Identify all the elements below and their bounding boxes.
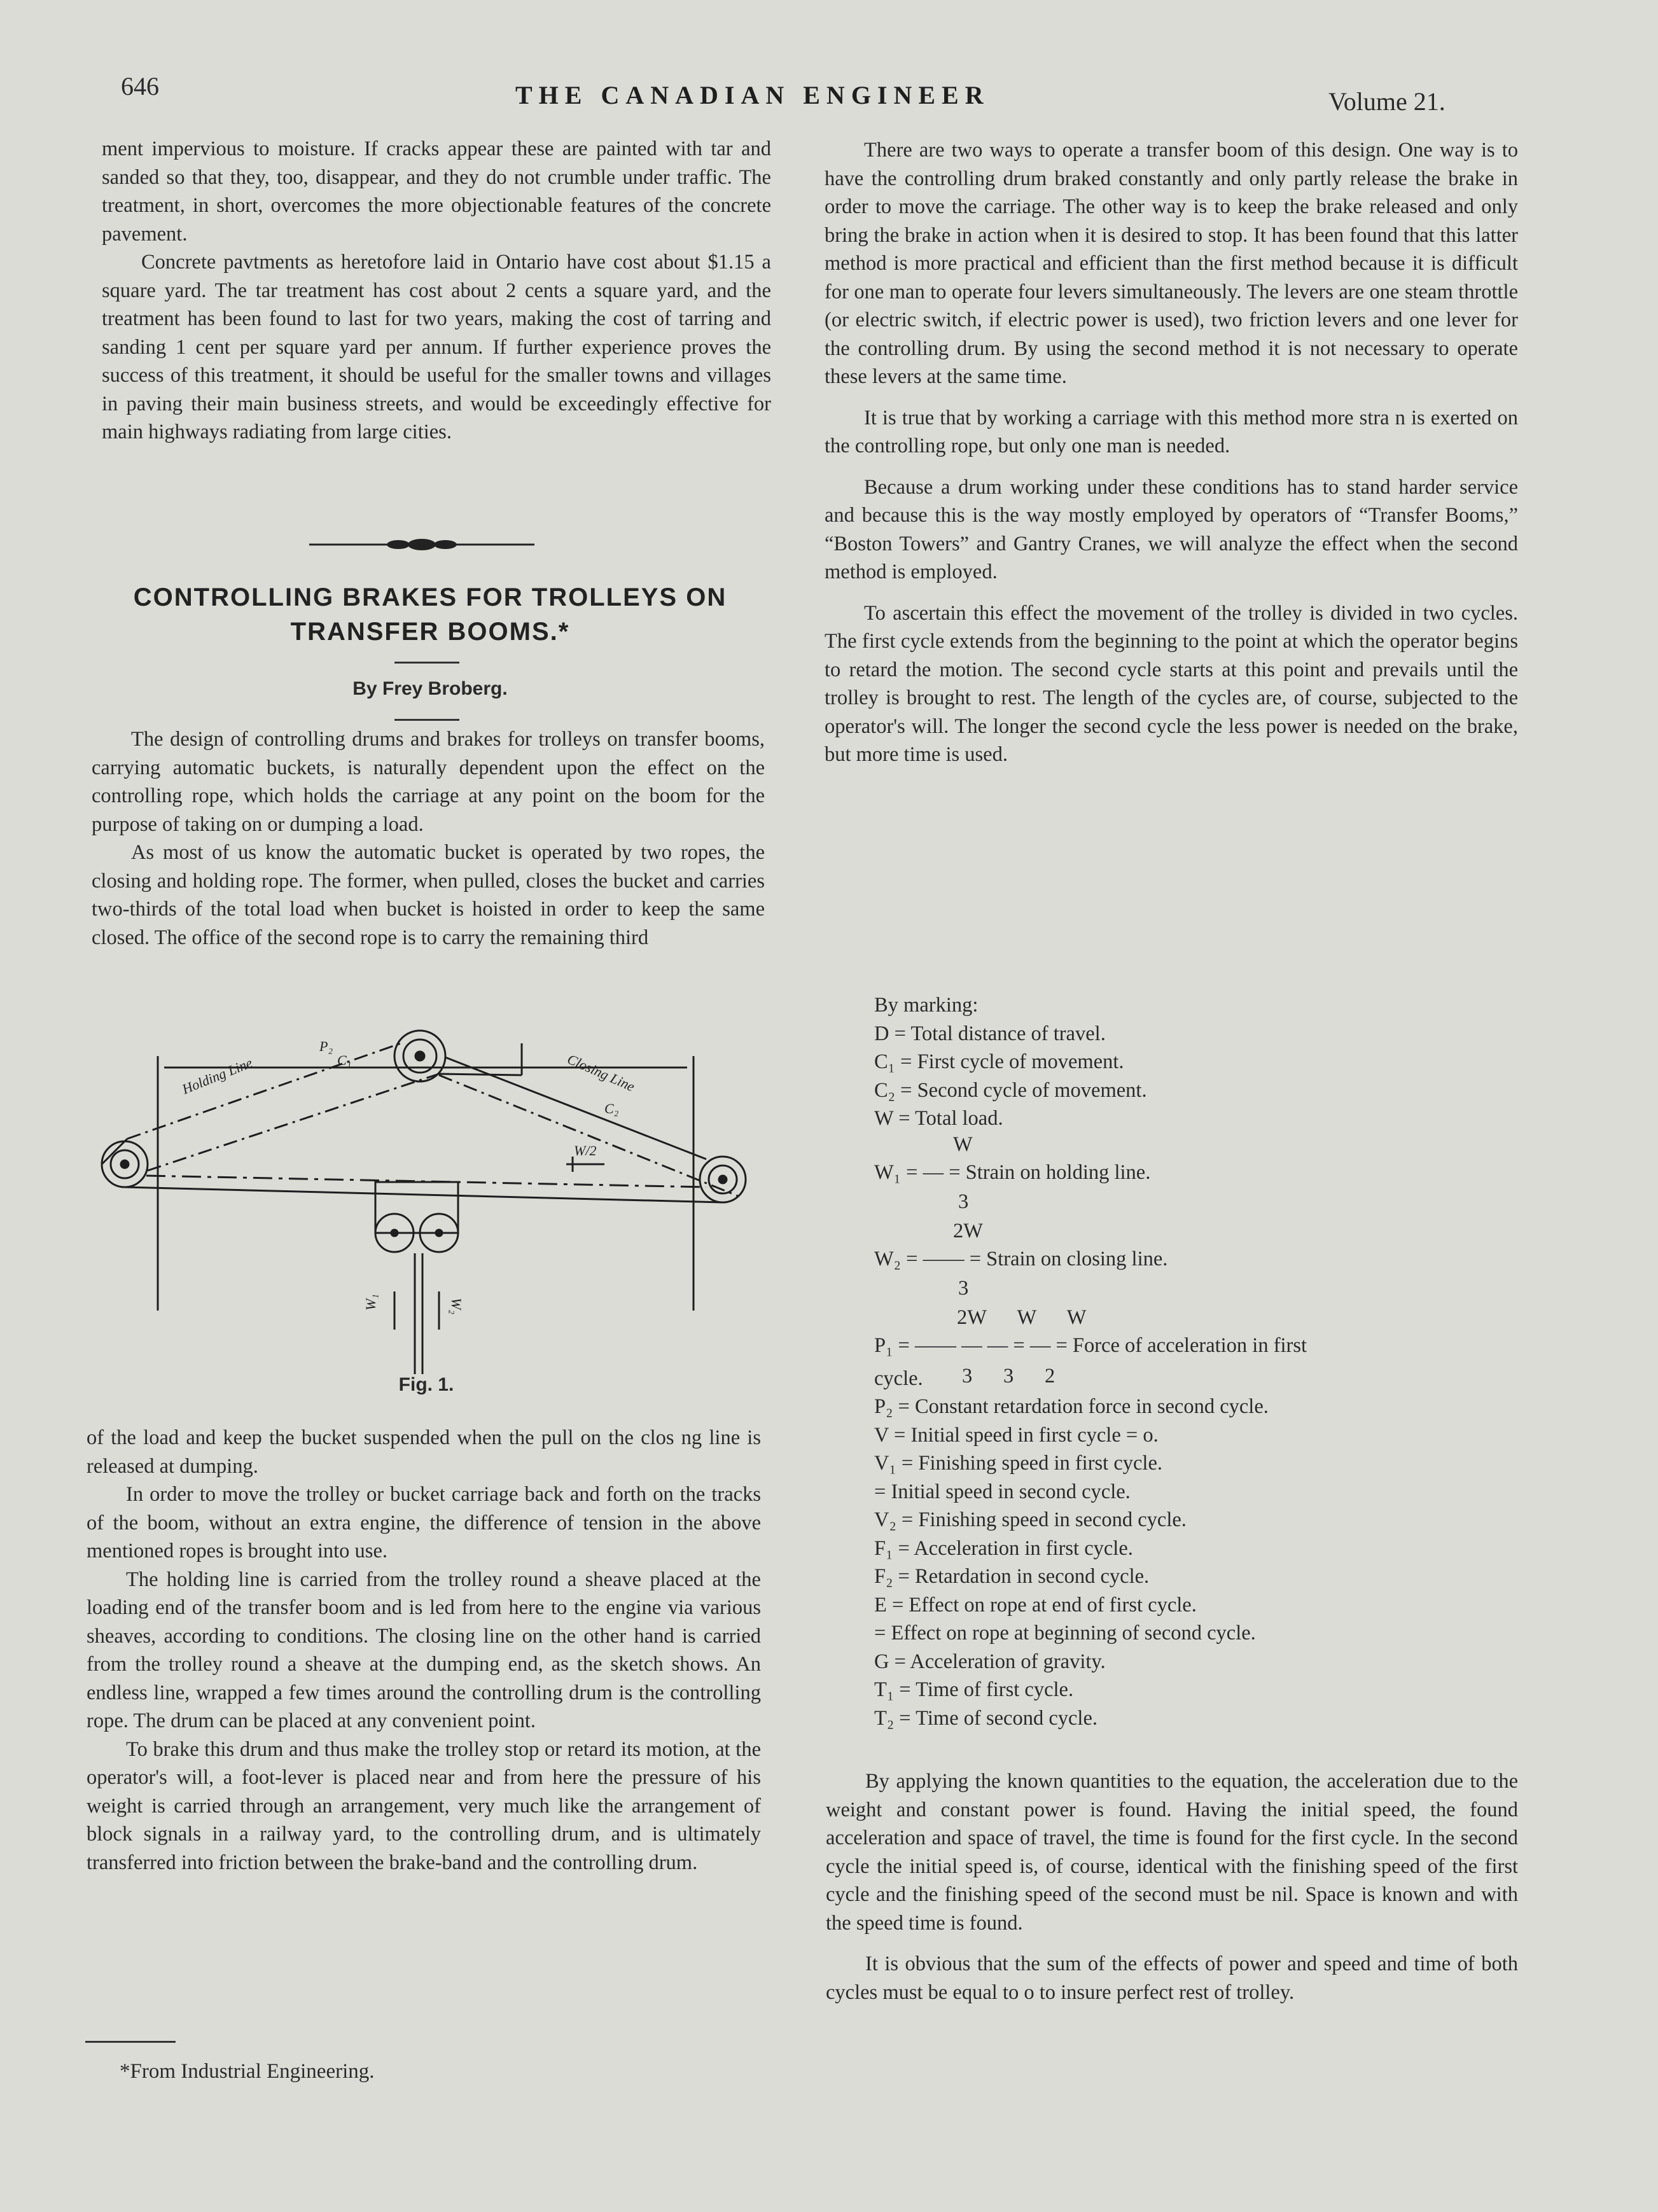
definition: F₁ = Acceleration in first cycle.	[874, 1536, 1133, 1560]
definition: F₂ = Retardation in second cycle.	[874, 1565, 1150, 1588]
equation: W₂ = —— = Strain on closing line.	[874, 1247, 1168, 1270]
definition: C₁ = First cycle of movement.	[874, 1050, 1124, 1073]
byline: By Frey Broberg.	[352, 678, 508, 699]
figure-caption: Fig. 1.	[398, 1374, 454, 1395]
paragraph: To brake this drum and thus make the trolley stop or retard its motion, at the operator's will, a foot-lever is placed near and from here the pressure of his weight is carried through an arrangement, very much like the arrangement of block signals in a railway yard, to the controlling drum, and is ultimately transferred into friction between the brake-band and the controlling drum.	[87, 1737, 761, 1874]
ornamental-divider	[309, 537, 534, 552]
definition-continuation: cycle.	[874, 1367, 923, 1390]
previous-article-text	[102, 135, 771, 447]
paragraph: In order to move the trolley or bucket carriage back and forth on the tracks of the boom, without an extra engine, the difference of tension in the above mentioned ropes is brought into use.	[87, 1483, 761, 1562]
paragraph: Concrete pavtments as heretofore laid in Ontario have cost about $1.15 a square yard. The tar treatment has cost about 2 cents a square yard, and the treatment has been found to last for two years, making the cost of tarring and sanding 1 cent per square yard per annum. If further experience proves the success of this treatment, it should be useful for the smaller towns and villages in paving their main business streets, and would be exceedingly effective for main highways radiating from large cities.	[102, 251, 771, 443]
w1-label: W₁	[363, 1294, 379, 1311]
headline-rule	[394, 662, 459, 664]
headline-line-1: CONTROLLING BRAKES FOR TROLLEYS ON	[133, 583, 727, 611]
right-column-conclusion	[826, 1767, 1518, 2007]
trolley-body	[375, 1182, 458, 1233]
by-marking-label: By marking:	[874, 994, 979, 1017]
c2-label: C₂	[604, 1101, 619, 1116]
paragraph: As most of us know the automatic bucket is operated by two ropes, the closing and holding rope. The former, when pulled, closes the bucket and carries two-thirds of the total load when bucket is hoisted in order to keep the same closed. The office of the second rope is to carry the remaining third	[92, 841, 765, 949]
article-body-text	[87, 1424, 761, 1877]
paragraph: The design of controlling drums and brakes for trolleys on transfer booms, carrying automatic buckets, is naturally dependent upon the effect on the controlling rope, which holds the carriage at any point on the boom for the purpose of taking on or dumping a load.	[92, 728, 765, 836]
definition: = Effect on rope at beginning of second cycle.	[874, 1622, 1256, 1645]
denominators: 3 3 2	[962, 1364, 1055, 1388]
equation: P₁ = —— — — = — = Force of acceleration in first	[874, 1333, 1307, 1357]
p1-equation	[874, 1306, 1510, 1395]
holding-line-label: Holding Line	[179, 1054, 255, 1097]
volume-label: Volume 21.	[1328, 87, 1446, 116]
paragraph: To ascertain this effect the movement of the trolley is divided in two cycles. The first cycle extends from the beginning to the point at which the operator begins to retard the motion. The second cycle starts at this point and prevails until the trolley is brought to rest. The length of the cycles are, of course, subjected to the operator's will. The longer the second cycle the less power is needed on the brake, but more time is used.	[825, 601, 1518, 766]
page-number: 646	[121, 72, 159, 101]
footnote: *From Industrial Engineering.	[120, 2060, 375, 2083]
definition: D = Total distance of travel.	[874, 1022, 1106, 1045]
w1-equation	[874, 1133, 1510, 1220]
definition: C₂ = Second cycle of movement.	[874, 1078, 1147, 1102]
byline-rule	[394, 719, 459, 721]
numerators: 2W W W	[957, 1305, 1087, 1329]
paragraph: Because a drum working under these conditions has to stand harder service and because this is the way mostly employed by operators of “Transfer Booms,” “Boston Towers” and Gantry Cranes, we will analyze the effect when the second method is employed.	[825, 475, 1518, 583]
w2-equation	[874, 1220, 1510, 1306]
article-intro-text	[92, 725, 765, 952]
paragraph: of the load and keep the bucket suspended when the pull on the clos ng line is released at dumping.	[87, 1426, 761, 1478]
definition: E = Effect on rope at end of first cycle.	[874, 1593, 1197, 1617]
definition: = Initial speed in second cycle.	[874, 1480, 1131, 1503]
paragraph: The holding line is carried from the trolley round a sheave placed at the loading end of the transfer boom and is led from here to the engine via various sheaves, according to conditions. The closing line on the other hand is carried from the trolley round a sheave at the dumping end, as the sketch shows. An endless line, wrapped a few times around the controlling drum is the controlling rope. The drum can be placed at any convenient point.	[87, 1568, 761, 1732]
paragraph: There are two ways to operate a transfer boom of this design. One way is to have the controlling drum braked constantly and only partly release the brake in order to move the carriage. The other way is to keep the brake released and only bring the brake in action when it is desired to stop. It has been found that this latter method is more practical and efficient than the first method because it is difficult for one man to operate four levers simultaneously. The levers are one steam throttle (or electric switch, if electric power is used), two friction levers and one lever for the controlling drum. By using the second method it is not necessary to operate these levers at the same time.	[825, 139, 1518, 388]
definition: P₂ = Constant retardation force in second cycle.	[874, 1395, 1269, 1418]
journal-title: THE CANADIAN ENGINEER	[515, 81, 990, 109]
right-column-text	[825, 136, 1518, 769]
paragraph: It is true that by working a carriage with this method more stra n is exerted on the controlling rope, but only one man is needed.	[825, 406, 1518, 457]
paragraph: By applying the known quantities to the equation, the acceleration due to the weight and constant power is found. Having the initial speed, the found acceleration and space of travel, the time is found for the first cycle. In the second cycle the initial speed is, of course, identical with the finishing speed of the first cycle and the finishing speed of the second must be nil. Space is known and with the speed time is found.	[826, 1770, 1518, 1935]
denominator: 3	[958, 1190, 969, 1213]
definition: W = Total load.	[874, 1107, 1003, 1130]
notation-list	[874, 991, 1510, 1732]
definition: V₂ = Finishing speed in second cycle.	[874, 1508, 1187, 1531]
denominator: 3	[958, 1276, 969, 1300]
w2-label: W₂	[449, 1298, 464, 1314]
paragraph: ment impervious to moisture. If cracks appear these are painted with tar and sanded so that they, too, disappear, and they do not crumble under traffic. The treatment, in short, overcomes the more objectionable features of the concrete pavement.	[102, 137, 771, 246]
c1-label: C₁	[337, 1052, 352, 1068]
definition: V₁ = Finishing speed in first cycle.	[874, 1452, 1163, 1475]
numerator: 2W	[953, 1219, 983, 1242]
definition: G = Acceleration of gravity.	[874, 1650, 1106, 1673]
definition: T₂ = Time of second cycle.	[874, 1706, 1097, 1730]
footnote-rule	[85, 2041, 176, 2043]
p2-label: P₂	[319, 1038, 333, 1054]
w-over-2-label: W/2	[574, 1143, 597, 1158]
headline-line-2: TRANSFER BOOMS.*	[290, 618, 570, 646]
article-headline	[102, 580, 758, 649]
closing-line-label: Closing Line	[564, 1050, 637, 1095]
definition: V = Initial speed in first cycle = o.	[874, 1423, 1159, 1447]
equation: W₁ = — = Strain on holding line.	[874, 1160, 1151, 1184]
definition: T₁ = Time of first cycle.	[874, 1678, 1074, 1701]
figure-1-diagram	[95, 1012, 757, 1381]
paragraph: It is obvious that the sum of the effects of power and speed and time of both cycles must be equal to o to insure perfect rest of trolley.	[826, 1952, 1518, 2004]
numerator: W	[953, 1132, 973, 1156]
